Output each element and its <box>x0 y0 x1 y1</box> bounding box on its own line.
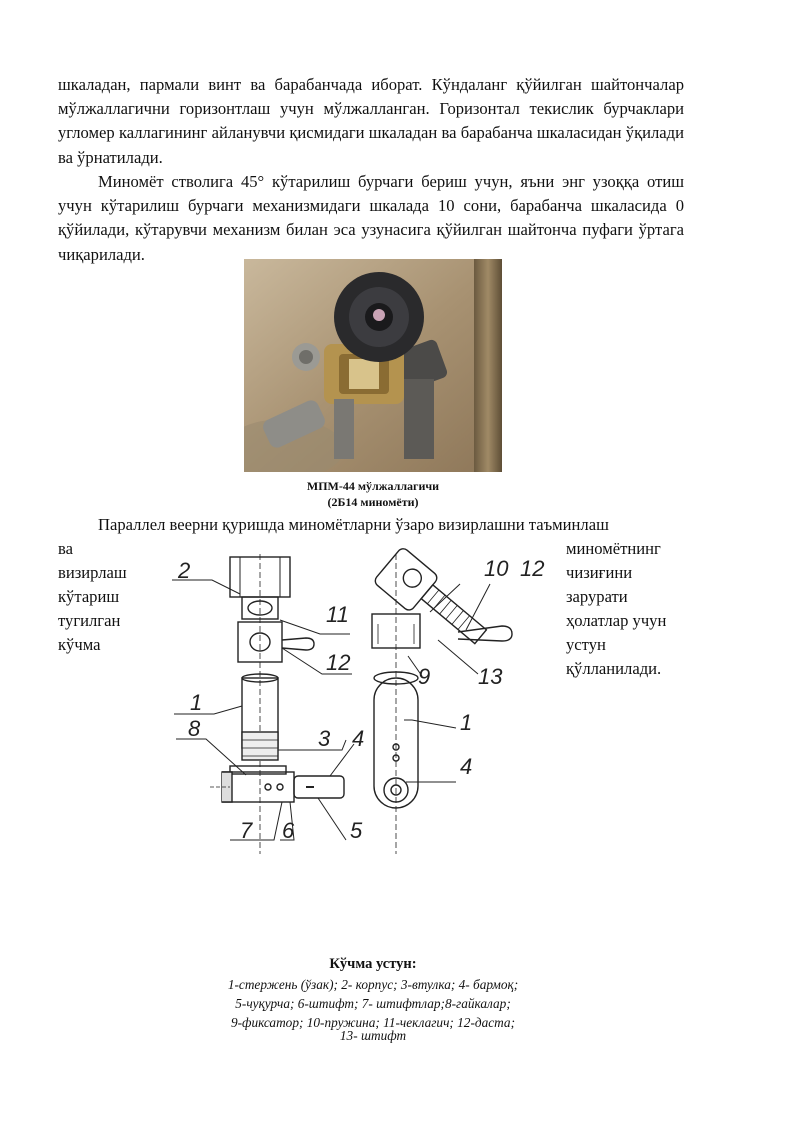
p3-left-word: тугилган <box>58 611 121 630</box>
drawing-label: 7 <box>240 818 253 843</box>
legend-line: 13- штифт <box>339 1028 407 1043</box>
p3-left-word: кўтариш <box>58 587 120 606</box>
drawing-label: 12 <box>520 556 545 581</box>
drawing-label: 1 <box>190 690 203 715</box>
paragraph-2: Миномёт стволига 45° кўтарилиш бурчаги бериш учун, яъни энг узоққа отиш учун кўтарилиш бурчаги механизмидаги шкалада 10 сони, барабанча шкаласида 0 қўйилади, кўтарувчи механизм билан эса узунасига қўйилган шайтонча пуфаги ўртага чиқарилади. <box>58 172 684 264</box>
column-technical-drawing <box>160 544 560 854</box>
paragraph-3-first-line: Параллел веерни қуришда миномётларни ўзаро визирлашни таъминлаш <box>98 515 609 534</box>
p3-right-word: миномётнинг <box>566 539 661 558</box>
photo-caption-line-1: МПМ-44 мўлжаллагичи <box>306 479 440 493</box>
drawing-label: 8 <box>188 716 201 741</box>
drawing-label: 9 <box>418 664 431 689</box>
legend-line: 9-фиксатор; 10-пружина; 11-чеклагич; 12-даста; <box>230 1015 516 1030</box>
drawing-label: 12 <box>326 650 351 675</box>
drawing-label: 4 <box>352 726 365 751</box>
legend-line: 5-чуқурча; 6-штифт; 7- штифтлар;8-гайкалар; <box>235 996 511 1011</box>
p3-right-word: зарурати <box>566 587 628 606</box>
p3-right-word: ҳолатлар учун <box>566 611 667 630</box>
legend-line: 1-стержень (ўзак); 2- корпус; 3-втулка; 4- бармоқ; <box>227 977 519 992</box>
drawing-label: 5 <box>350 818 363 843</box>
p3-right-word: чизиғини <box>566 563 633 582</box>
drawing-label: 6 <box>282 818 295 843</box>
p3-right-word: устун <box>566 635 606 654</box>
legend-title: Кўчма устун: <box>329 956 417 972</box>
paragraph-1: шкаладан, пармали винт ва барабанчада иборат. Кўндаланг қўйилган шайтончалар мўлжаллагични горизонтлаш учун мўлжалланган. Горизонтал текислик бурчаклари угломер каллагининг айланувчи қисмидаги шкаладан ва барабанча шкаласидан ўқилади ва ўрнатилади. <box>58 75 684 167</box>
drawing-label: 11 <box>326 602 349 627</box>
drawing-label: 4 <box>460 754 473 779</box>
drawing-label: 1 <box>460 710 473 735</box>
drawing-label: 3 <box>318 726 331 751</box>
drawing-label: 10 <box>484 556 509 581</box>
p3-left-word: визирлаш <box>58 563 127 582</box>
p3-left-word: ва <box>58 539 73 558</box>
photo-caption-line-2: (2Б14 миномёти) <box>327 495 419 509</box>
p3-right-word: қўлланилади. <box>566 659 662 678</box>
drawing-label: 13 <box>478 664 503 689</box>
drawing-label: 2 <box>178 558 191 583</box>
p3-left-word: кўчма <box>58 635 101 654</box>
sight-photo <box>244 259 502 472</box>
